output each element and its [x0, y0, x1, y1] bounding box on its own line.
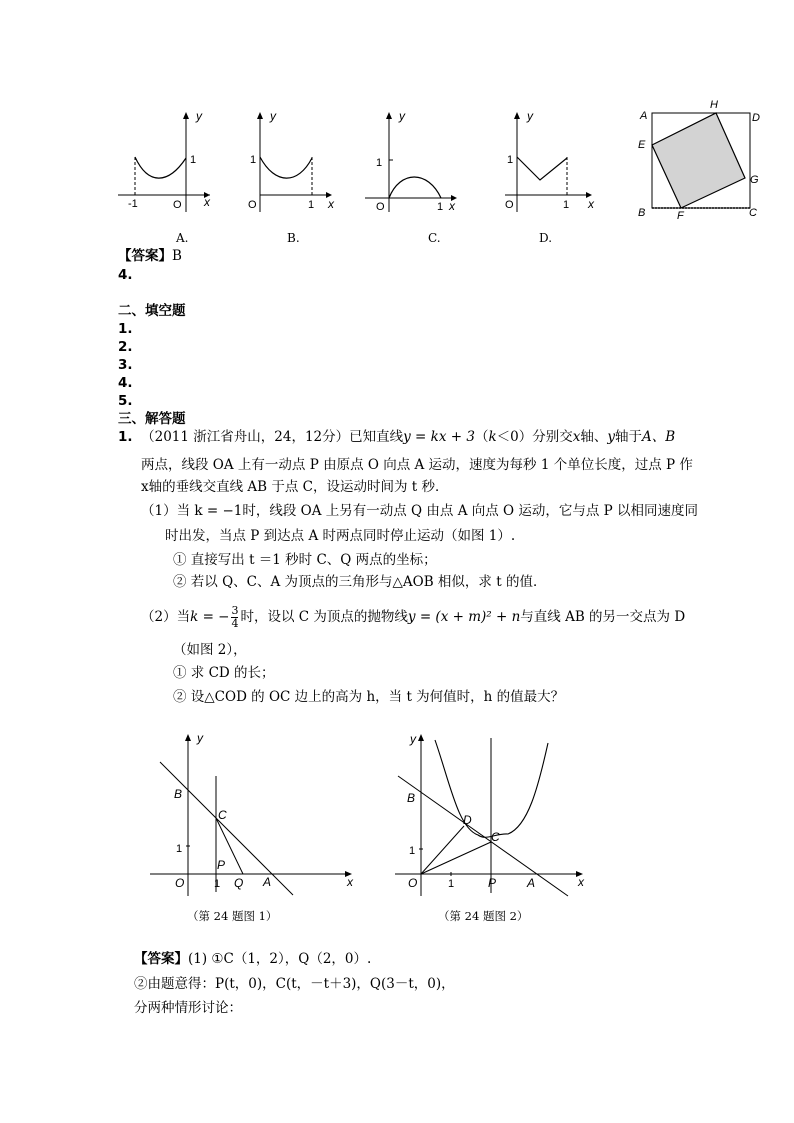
fig1-o-label: O: [175, 876, 185, 890]
q1-intro: （2011 浙江省舟山，24，12分）已知直线: [141, 429, 404, 445]
answer2-text: (1) ①C（1，2），Q（2，0）.: [188, 951, 372, 967]
q1-part2-parabola: y = (x + m)² + n: [407, 609, 521, 625]
answer2-line-3: 分两种情形讨论：: [134, 1000, 242, 1016]
q1-points: A、B: [642, 429, 676, 445]
q1-number: 1.: [118, 429, 133, 445]
section-3-title: 三、解答题: [118, 411, 186, 427]
graph-d-x-label: x: [588, 197, 594, 211]
q1-paren: （: [474, 429, 489, 445]
graph-c-x1-label: 1: [437, 201, 444, 213]
fig2-a-label: A: [527, 876, 536, 890]
graph-c-origin-label: O: [376, 201, 385, 213]
fig2-c-label: C: [491, 830, 500, 844]
fill-item-4: 4.: [118, 375, 133, 391]
fig1-q-label: Q: [234, 876, 244, 890]
q1-axis1: 轴、: [580, 429, 608, 445]
q1-part2-item-1: ① 求 CD 的长；: [173, 665, 275, 681]
fig2-x-label: x: [578, 875, 584, 889]
square-figure: [630, 95, 770, 225]
fig1-p-label: P: [217, 858, 226, 872]
graph-d-origin-label: O: [505, 199, 514, 211]
option-a-label: A.: [176, 231, 189, 245]
square-label-f: F: [677, 210, 684, 222]
fig1-a-label: A: [263, 875, 272, 889]
figure-2: [390, 728, 600, 898]
fig2-o-label: O: [408, 876, 418, 890]
q1-k: k: [488, 429, 497, 445]
fig1-one-label: 1: [176, 843, 183, 855]
q1-line-1: [118, 428, 675, 446]
fig1-c-label: C: [218, 808, 227, 822]
graph-b: [248, 109, 335, 212]
graph-b-origin-label: O: [248, 199, 257, 211]
q1-part2-line-2: （如图 2），: [173, 642, 247, 658]
q1-part2-k: k = −: [190, 609, 230, 625]
square-label-d: D: [752, 112, 760, 124]
fig2-one-label: 1: [409, 845, 416, 857]
answer-bracket: 【答案】: [118, 248, 172, 264]
section-2-title: 二、填空题: [118, 303, 186, 319]
fig2-onex-label: 1: [448, 878, 455, 890]
graph-b-x1-label: 1: [308, 199, 315, 211]
answer-line-1: [118, 247, 182, 265]
q1-part1-item-1: ① 直接写出 t ＝1 秒时 C、Q 两点的坐标；: [173, 552, 437, 568]
fill-item-1: 1.: [118, 321, 133, 337]
graph-c-x-label: x: [449, 199, 455, 213]
figure-1-caption: （第 24 题图 1）: [187, 909, 278, 923]
square-label-h: H: [710, 99, 718, 111]
square-label-b: B: [638, 207, 646, 219]
question-4-number: 4.: [118, 267, 133, 283]
graph-a-y-label: y: [196, 109, 202, 123]
graph-b-one-label: 1: [250, 154, 257, 166]
fig1-b-label: B: [174, 787, 183, 801]
figure-2-caption: （第 24 题图 2）: [438, 909, 529, 923]
q1-part1-line-2: 时出发，当点 P 到达点 A 时两点同时停止运动（如图 1）.: [165, 528, 516, 544]
fig2-y-label: y: [410, 732, 416, 746]
q1-part2-item-2: ② 设△COD 的 OC 边上的高为 h，当 t 为何值时，h 的值最大？: [173, 689, 565, 705]
fig1-y-label: y: [197, 731, 203, 745]
answer2-line-1: [134, 950, 371, 968]
graph-a-one-label: 1: [190, 154, 197, 166]
fill-item-3: 3.: [118, 357, 133, 373]
fraction-numerator: 3: [231, 604, 239, 617]
graph-a: [118, 109, 211, 212]
square-label-a: A: [640, 110, 648, 122]
fig2-b-label: B: [407, 791, 416, 805]
square-label-e: E: [638, 139, 646, 151]
q1-line-equation: y = kx + 3: [403, 429, 475, 445]
q1-line-2: 两点，线段 OA 上有一动点 P 由原点 O 向点 A 运动，速度为每秒 1 个单位长度，过点 P 作: [141, 457, 693, 473]
graph-a-origin-label: O: [173, 199, 182, 211]
graph-d-one-label: 1: [507, 154, 514, 166]
figure-1: [145, 728, 370, 898]
option-c-label: C.: [428, 231, 441, 245]
fig1-x-label: x: [347, 875, 353, 889]
q1-line-3: x轴的垂线交直线 AB 于点 C，设运动时间为 t 秒．: [141, 479, 449, 495]
square-label-g: G: [750, 174, 759, 186]
q1-axis2: 轴于: [615, 429, 642, 445]
graph-d: [505, 109, 595, 212]
graph-a-minus-one-label: -1: [128, 198, 138, 210]
square-label-c: C: [749, 207, 757, 219]
option-b-label: B.: [287, 231, 300, 245]
graph-c-one-label: 1: [376, 157, 383, 169]
fig2-p-label: P: [488, 876, 497, 890]
q1-part1-item-2: ② 若以 Q、C、A 为顶点的三角形与△AOB 相似，求 t 的值．: [173, 574, 547, 590]
q1-part1-line-1: （1）当 k = −1时，线段 OA 上另有一动点 Q 由点 A 向点 O 运动，它与点 P 以相同速度同: [141, 503, 699, 519]
q1-part2-prefix: （2）当: [141, 609, 191, 625]
fraction: [231, 605, 238, 630]
q1-x: x: [572, 429, 581, 445]
answer2-line-2: ②由题意得：P(t，0)，C(t，－t＋3)，Q(3－t，0)，: [134, 976, 455, 992]
q1-part2-mid: 时，设以 C 为顶点的抛物线: [240, 609, 408, 625]
graph-b-y-label: y: [270, 109, 276, 123]
q1-part2-suffix: 与直线 AB 的另一交点为 D: [520, 609, 686, 625]
answer-value: B: [172, 248, 182, 264]
fill-item-2: 2.: [118, 339, 133, 355]
option-d-label: D.: [539, 231, 553, 245]
graph-d-y-label: y: [527, 109, 533, 123]
option-graphs: [110, 100, 610, 220]
fig1-onex-label: 1: [214, 878, 221, 890]
fraction-denominator: 4: [231, 617, 239, 630]
graph-b-x-label: x: [328, 197, 334, 211]
graph-d-x1-label: 1: [563, 199, 570, 211]
answer2-bracket: 【答案】: [134, 951, 188, 967]
q1-condition: ＜0）分别交: [496, 429, 573, 445]
q1-y: y: [607, 429, 615, 445]
graph-a-x-label: x: [204, 195, 210, 209]
graph-c: [365, 109, 457, 213]
q1-part2-line-1: [141, 605, 685, 630]
fill-item-5: 5.: [118, 393, 133, 409]
graph-c-y-label: y: [399, 109, 405, 123]
fig2-d-label: D: [463, 813, 472, 827]
